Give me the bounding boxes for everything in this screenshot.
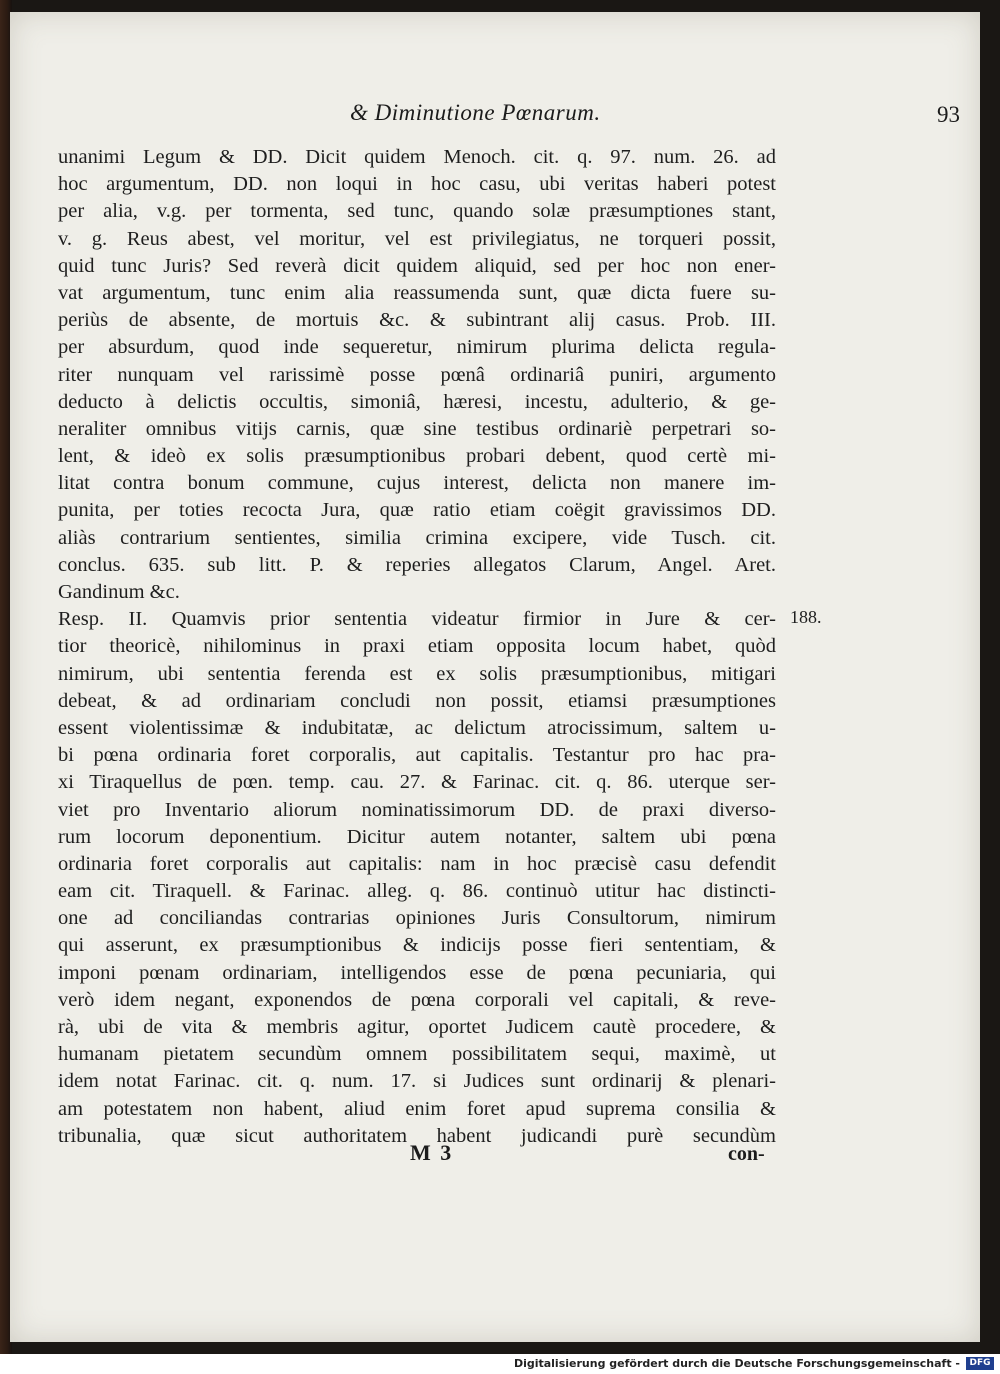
text-line: vat argumentum, tunc enim alia reassumenda sunt, quæ dicta fuere su-	[58, 281, 776, 304]
body-text	[58, 144, 776, 1150]
margin-number: 188.	[790, 607, 822, 627]
text-line: per absurdum, quod inde sequeretur, nimirum plurima delicta regula-	[58, 336, 776, 359]
text-line: Resp. II. Quamvis prior sententia videatur firmior in Jure & cer-	[58, 608, 776, 631]
text-line: tribunalia, quæ sicut authoritatem habent judicandi purè secundùm	[58, 1124, 776, 1147]
text-line: am potestatem non habent, aliud enim foret apud suprema consilia &	[58, 1097, 776, 1120]
text-line: riter nunquam vel rarissimè posse pœnâ ordinariâ puniri, argumento	[58, 363, 776, 386]
text-line: lent, & ideò ex solis præsumptionibus probari debent, quod certè mi-	[58, 445, 776, 468]
text-line: neraliter omnibus vitijs carnis, quæ sine testibus ordinariè perpetrari so-	[58, 417, 776, 440]
text-line: aliàs contrarium sentientes, similia crimina excipere, vide Tusch. cit.	[58, 526, 776, 549]
page-header	[60, 100, 960, 140]
signature-mark: M 3	[410, 1140, 454, 1165]
text-line: rum locorum deponentium. Dicitur autem notanter, saltem ubi pœna	[58, 825, 776, 848]
text-line: tior theoricè, nihilominus in praxi etiam opposita locum habet, quòd	[58, 635, 776, 658]
text-line: litat contra bonum commune, cujus interest, delicta non manere im-	[58, 472, 776, 495]
text-line: quid tunc Juris? Sed reverà dicit quidem aliquid, sed per hoc non ener-	[58, 254, 776, 277]
text-line: bi pœna ordinaria foret corporalis, aut capitalis. Testantur pro hac pra-	[58, 744, 776, 767]
text-line: humanam pietatem secundùm omnem possibilitatem sequi, maximè, ut	[58, 1043, 776, 1066]
text-line: periùs de absente, de mortuis &c. & subintrant alij casus. Prob. III.	[58, 309, 776, 332]
text-line: one ad conciliandas contrarias opiniones Juris Consultorum, nimirum	[58, 907, 776, 930]
text-line: imponi pœnam ordinariam, intelligendos esse de pœna pecuniaria, qui	[58, 961, 776, 984]
text-line: rà, ubi de vita & membris agitur, oportet Judicem cautè procedere, &	[58, 1016, 776, 1038]
text-line: idem notat Farinac. cit. q. num. 17. si Judices sunt ordinarij & plenari-	[58, 1070, 776, 1093]
text-line: eam cit. Tiraquell. & Farinac. alleg. q. 86. continuò utitur hac distincti-	[58, 880, 776, 903]
funding-credit: Digitalisierung gefördert durch die Deutsche Forschungsgemeinschaft -	[513, 1357, 960, 1370]
text-line: ordinaria foret corporalis aut capitalis: nam in hoc præcisè casu defendit	[58, 852, 776, 875]
text-line: viet pro Inventario aliorum nominatissimorum DD. de praxi diverso-	[58, 798, 776, 821]
text-line: Gandinum &c.	[58, 581, 180, 603]
page-number: 93	[937, 102, 960, 127]
catchword: con-	[728, 1143, 765, 1165]
text-line: qui asserunt, ex præsumptionibus & indicijs posse fieri sententiam, &	[58, 934, 776, 957]
dfg-logo-icon: DFG	[966, 1357, 994, 1370]
running-title: & Diminutione Pœnarum.	[350, 100, 601, 125]
text-line: xi Tiraquellus de pœn. temp. cau. 27. & Farinac. cit. q. 86. uterque ser-	[58, 771, 776, 794]
text-line: unanimi Legum & DD. Dicit quidem Menoch. cit. q. 97. num. 26. ad	[58, 146, 776, 168]
text-line: v. g. Reus abest, vel moritur, vel est privilegiatus, ne torqueri possit,	[58, 227, 776, 250]
text-line: per alia, v.g. per tormenta, sed tunc, quando solæ præsumptiones stant,	[58, 200, 776, 223]
text-line: debeat, & ad ordinariam concludi non possit, etiamsi præsumptiones	[58, 689, 776, 712]
footer	[0, 1354, 1000, 1374]
text-line: essent violentissimæ & indubitatæ, ac delictum atrocissimum, saltem u-	[58, 716, 776, 739]
text-line: conclus. 635. sub litt. P. & reperies allegatos Clarum, Angel. Aret.	[58, 553, 776, 576]
text-line: punita, per toties recocta Jura, quæ ratio etiam coëgit gravissimos DD.	[58, 499, 776, 522]
text-line: hoc argumentum, DD. non loqui in hoc casu, ubi veritas haberi potest	[58, 173, 776, 196]
text-line: deducto à delictis occultis, simoniâ, hæresi, incestu, adulterio, & ge-	[58, 390, 776, 413]
text-line: verò idem negant, exponendos de pœna corporali vel capitali, & reve-	[58, 988, 776, 1011]
text-line: nimirum, ubi sententia ferenda est ex solis præsumptionibus, mitigari	[58, 662, 776, 685]
